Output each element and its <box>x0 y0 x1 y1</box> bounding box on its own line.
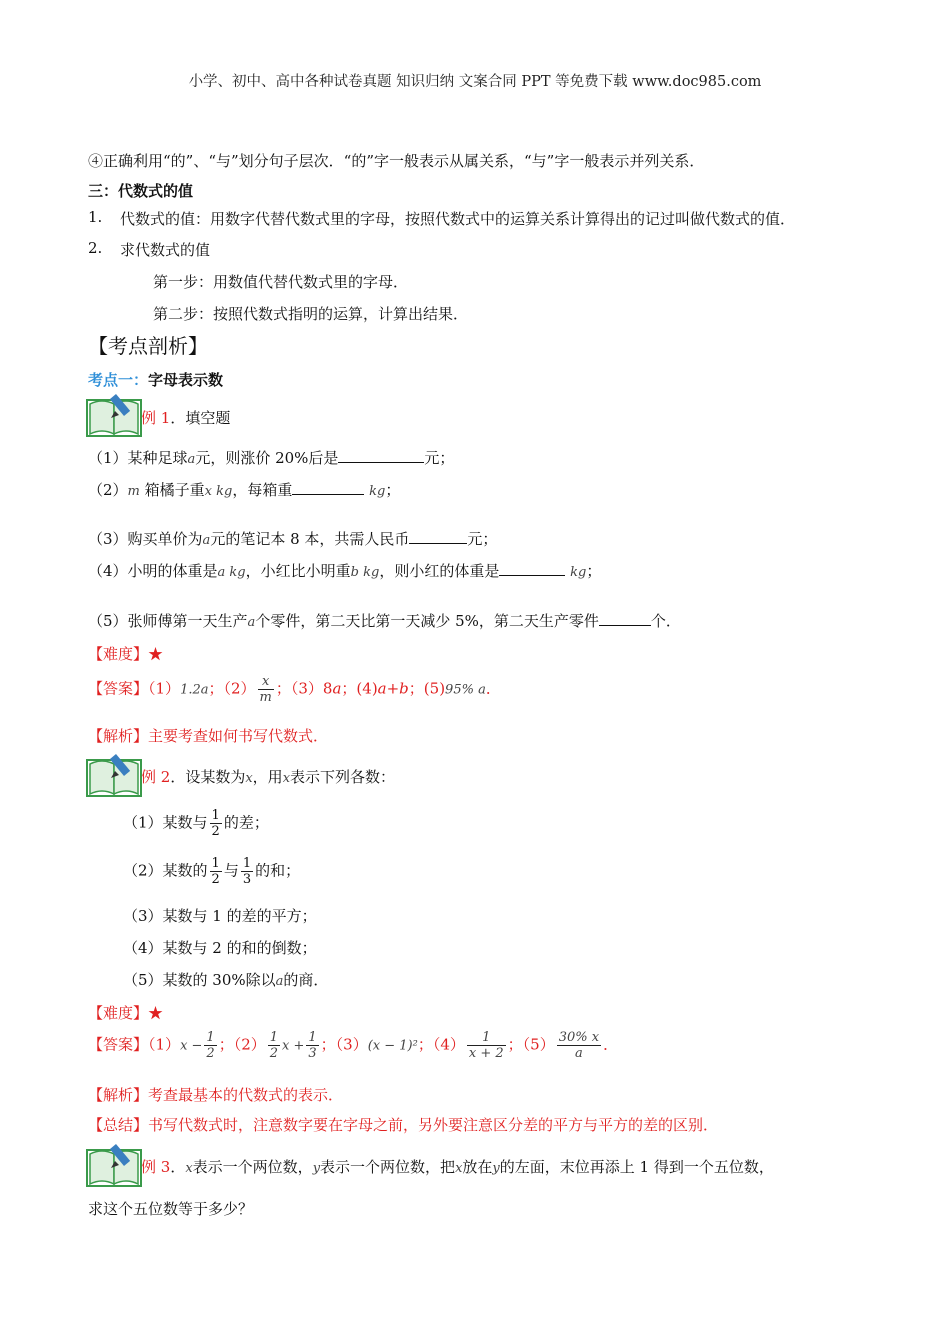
text: （2） <box>88 481 128 499</box>
ex2-difficulty <box>88 1002 163 1023</box>
fraction: $\frac{1}{2}$ <box>211 856 220 887</box>
math: (x − 1)² <box>367 1038 418 1054</box>
step-1: 第一步：用数值代替代数式里的字母． <box>153 273 409 291</box>
var: y <box>312 1161 321 1176</box>
label: 【解析】 <box>88 1086 149 1104</box>
var: a kg <box>217 565 246 580</box>
math: 95% a <box>445 682 486 698</box>
example-text: ．填空题 <box>170 409 231 427</box>
text: 表示一个两位数， <box>192 1158 313 1176</box>
text: 元； <box>467 530 498 548</box>
star-rating: ★ <box>148 1004 164 1022</box>
label: 【答案】 <box>88 679 149 698</box>
ex1-question-1 <box>88 447 454 468</box>
text: ，则小红的体重是 <box>379 562 500 580</box>
item-2-text: 求代数式的值 <box>120 241 211 259</box>
ex2-question-1 <box>123 808 269 839</box>
point-label: 考点一： <box>88 371 149 389</box>
example-label: 例 3 <box>141 1158 171 1176</box>
fraction: $\frac{1}{2}$ <box>211 808 220 839</box>
answer-blank[interactable] <box>599 611 651 626</box>
text: ． <box>485 679 501 698</box>
answer-blank[interactable] <box>292 480 364 495</box>
text: ． <box>170 1158 186 1176</box>
answer-blank[interactable] <box>499 561 565 576</box>
text: （1）某种足球 <box>88 449 188 467</box>
ex2-question-2 <box>123 856 300 887</box>
text: ；（4） <box>417 1035 465 1054</box>
ex1-question-4 <box>88 560 601 581</box>
fraction: $\frac{1}{2}$ <box>206 1030 215 1061</box>
var: a <box>247 615 256 630</box>
example-label: 例 2 <box>141 768 171 786</box>
var: a+b <box>377 679 409 698</box>
text: 的左面，末位再添上 1 得到一个五位数， <box>499 1158 774 1176</box>
ex1-question-2 <box>88 479 400 500</box>
ex1-answer <box>88 674 501 705</box>
text: 元，则涨价 20%后是 <box>195 449 339 467</box>
text: ；（3）8 <box>275 679 333 698</box>
math: x + <box>282 1038 305 1054</box>
answer-blank[interactable] <box>409 529 467 544</box>
fraction: $\frac{1}{3}$ <box>242 856 252 887</box>
text: 个零件，第二天比第一天减少 5%，第二天生产零件 <box>255 612 599 630</box>
list-number: 2. <box>88 239 103 257</box>
text: （4）小明的体重是 <box>88 562 218 580</box>
example-3-line-2: 求这个五位数等于多少？ <box>88 1200 254 1218</box>
text: ； <box>586 562 602 580</box>
text: ．设某数为 <box>170 768 246 786</box>
text: （2）某数的 <box>123 861 208 880</box>
text: 的商． <box>283 971 329 989</box>
ex1-difficulty <box>88 643 163 664</box>
ex2-question-3: （3）某数与 1 的差的平方； <box>123 907 317 925</box>
text: 个． <box>650 612 681 630</box>
var: b kg <box>350 565 380 580</box>
ex2-question-5 <box>123 969 328 990</box>
item-1-text: 代数式的值：用数字代替代数式里的字母，按照代数式中的运算关系计算得出的记过叫做代数式的值． <box>120 210 796 228</box>
text: ； <box>385 481 401 499</box>
point-title: 字母表示数 <box>148 371 224 389</box>
var: x kg <box>204 484 233 499</box>
fraction: $\frac{30\% x}{a}$ <box>558 1030 600 1061</box>
var: a <box>275 974 284 989</box>
fraction: $\frac{1}{2}$ <box>269 1030 279 1061</box>
text: ，每箱重 <box>232 481 293 499</box>
text: （5）某数的 30%除以 <box>123 971 276 989</box>
intro-line-4: ④正确利用“的”、“与”划分句子层次．“的”字一般表示从属关系，“与”字一般表示并列关系． <box>88 152 705 170</box>
var: a <box>332 679 342 698</box>
example-3-title <box>141 1156 774 1177</box>
star-rating: ★ <box>148 645 164 663</box>
fraction: $\frac{x}{m}$ <box>259 674 272 705</box>
text: （1）某数与 <box>123 813 208 832</box>
unit: kg <box>570 565 587 580</box>
text: （3）购买单价为 <box>88 530 203 548</box>
text: ，小红比小明重 <box>245 562 351 580</box>
list-number: 1. <box>88 208 103 226</box>
text: 与 <box>223 861 239 880</box>
var: x <box>455 1161 463 1176</box>
fraction: $\frac{1}{x + 2}$ <box>468 1030 504 1061</box>
var: x <box>185 1161 193 1176</box>
text: ；(5) <box>408 679 446 698</box>
fraction: $\frac{1}{3}$ <box>308 1030 317 1061</box>
section-3-title: 三：代数式的值 <box>88 182 194 200</box>
label: 【解析】 <box>88 727 149 745</box>
text: 考查最基本的代数式的表示． <box>148 1086 344 1104</box>
ex2-summary <box>88 1114 718 1135</box>
label: 【总结】 <box>88 1116 149 1134</box>
book-pencil-icon <box>86 754 142 798</box>
page-header: 小学、初中、高中各种试卷真题 知识归纳 文案合同 PPT 等免费下载 www.doc985.com <box>188 74 762 90</box>
text: ；（2） <box>208 679 256 698</box>
label: 【答案】 <box>88 1035 149 1054</box>
book-pencil-icon <box>86 1144 142 1188</box>
text: 元的笔记本 8 本，共需人民币 <box>210 530 410 548</box>
var: y <box>492 1161 500 1176</box>
step-2: 第二步：按照代数式指明的运算，计算出结果． <box>153 305 469 323</box>
ex2-answer <box>88 1030 618 1061</box>
text: 主要考查如何书写代数式． <box>148 727 329 745</box>
var: a <box>187 452 196 467</box>
label: 【难度】 <box>88 645 149 663</box>
text: 的差； <box>223 813 269 832</box>
point-heading <box>88 369 223 390</box>
text: ，用 <box>252 768 283 786</box>
kaodian-title: 【考点剖析】 <box>88 334 208 358</box>
text: （1） <box>148 1035 181 1054</box>
text: ；（5） <box>507 1035 555 1054</box>
math: 1.2a <box>180 682 209 698</box>
text: 箱橘子重 <box>144 481 205 499</box>
ex1-question-3 <box>88 528 497 549</box>
ex2-question-4: （4）某数与 2 的和的倒数； <box>123 939 317 957</box>
text: 表示下列各数： <box>290 768 396 786</box>
unit: kg <box>369 484 386 499</box>
var: x <box>245 771 253 786</box>
example-2-title <box>141 766 395 787</box>
var: a <box>202 533 211 548</box>
var: x <box>282 771 291 786</box>
var: m <box>127 484 140 499</box>
ex1-analysis <box>88 725 328 746</box>
text: 放在 <box>462 1158 493 1176</box>
label: 【难度】 <box>88 1004 149 1022</box>
example-1-title <box>141 407 230 428</box>
math: x − <box>180 1038 203 1054</box>
text: 元； <box>424 449 455 467</box>
text: ；（3） <box>320 1035 368 1054</box>
text: 书写代数式时，注意数字要在字母之前，另外要注意区分差的平方与平方的差的区别． <box>148 1116 719 1134</box>
text: ． <box>603 1035 619 1054</box>
example-label: 例 1 <box>141 409 171 427</box>
text: ；（2） <box>218 1035 266 1054</box>
text: ；(4) <box>341 679 378 698</box>
text: （5）张师傅第一天生产 <box>88 612 248 630</box>
ex2-analysis <box>88 1084 343 1105</box>
text: （1） <box>148 679 181 698</box>
text: 表示一个两位数，把 <box>320 1158 456 1176</box>
book-pencil-icon <box>86 394 142 438</box>
ex1-question-5 <box>88 610 681 631</box>
text: 的和； <box>255 861 301 880</box>
answer-blank[interactable] <box>338 448 424 463</box>
